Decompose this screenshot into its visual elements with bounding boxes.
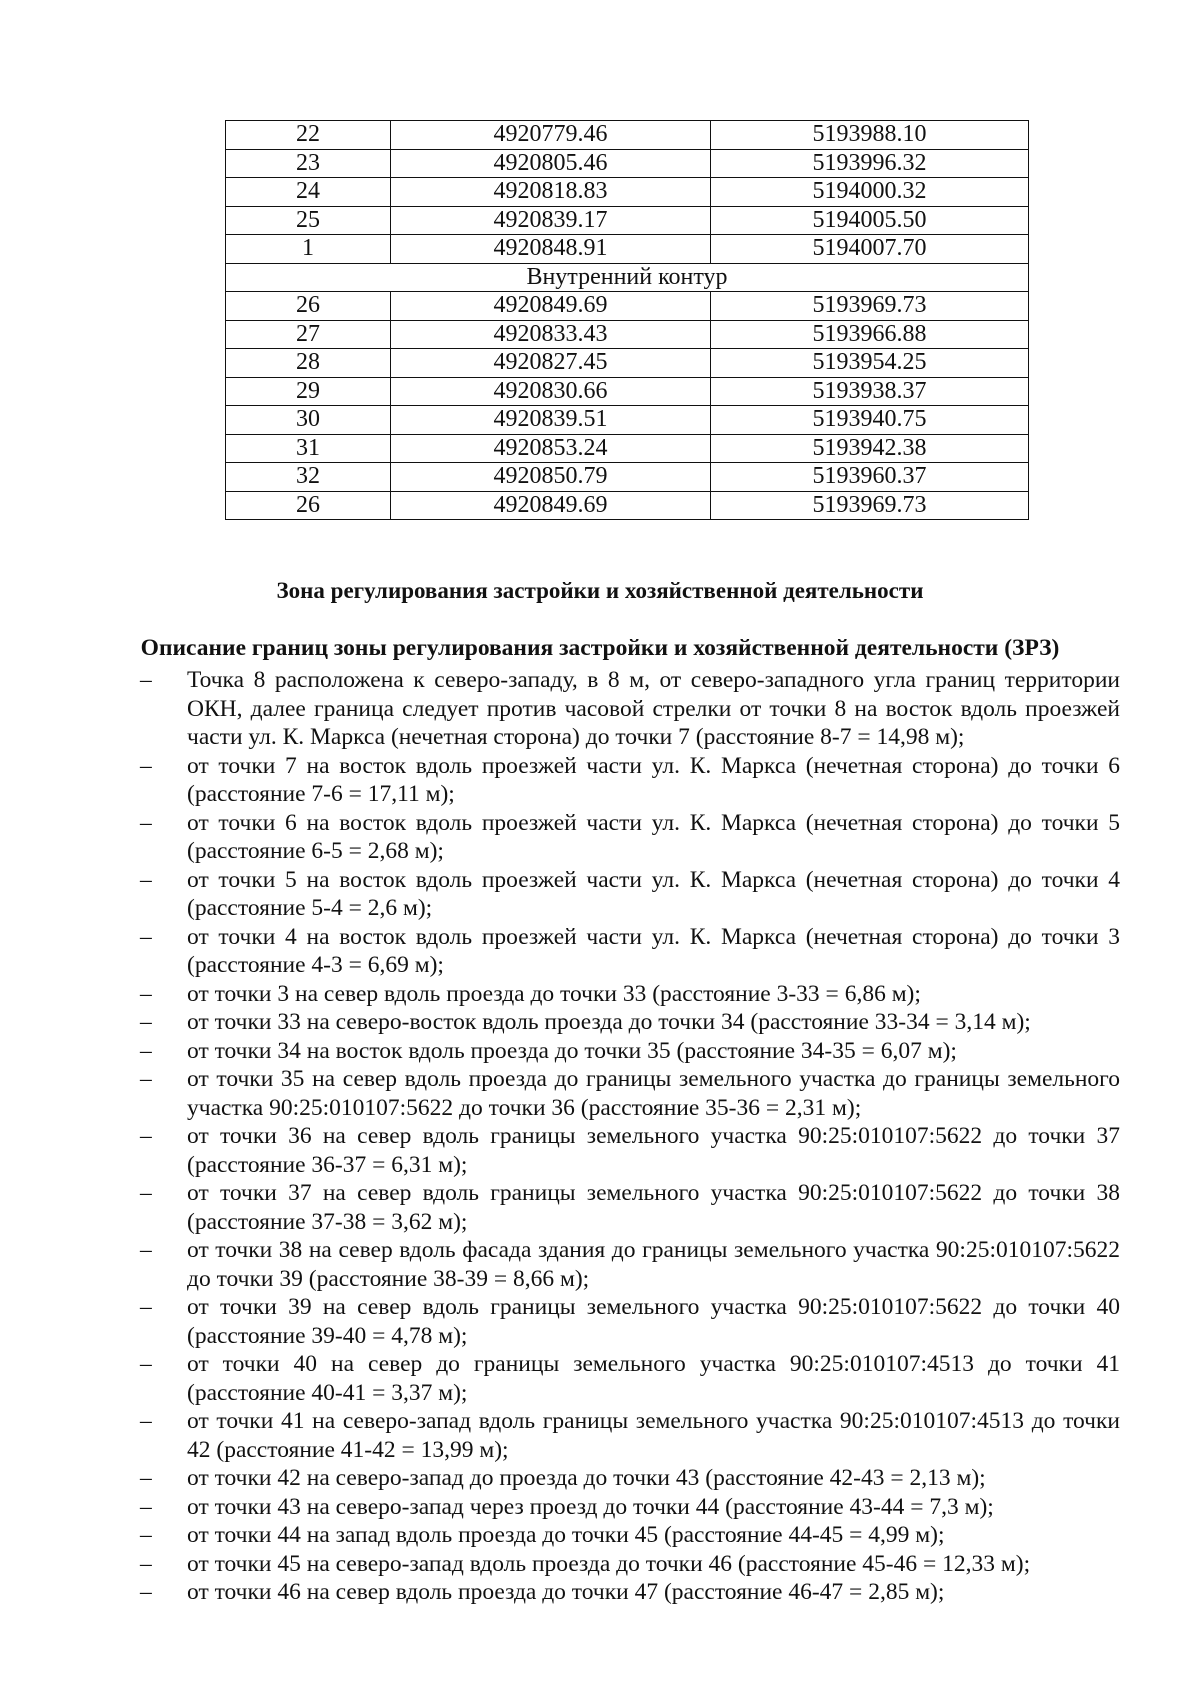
- table-row: [226, 320, 1029, 349]
- list-item-text: от точки 43 на северо-запад через проезд до точки 44 (расстояние 43-44 = 7,3 м);: [187, 1493, 994, 1520]
- bullet-dash: –: [140, 1009, 152, 1035]
- list-item: [140, 1578, 1120, 1607]
- x-coordinate-cell: 4920805.46: [391, 149, 711, 178]
- list-item: [140, 866, 1120, 923]
- list-item-text: от точки 42 на северо-запад до проезда до точки 43 (расстояние 42-43 = 2,13 м);: [187, 1465, 986, 1491]
- list-item-text: от точки 46 на север вдоль проезда до точки 47 (расстояние 46-47 = 2,85 м);: [187, 1579, 945, 1605]
- point-number-cell: 31: [226, 434, 391, 463]
- point-number-cell: 29: [226, 377, 391, 406]
- y-coordinate-cell: 5193954.25: [711, 349, 1029, 378]
- x-coordinate-cell: 4920830.66: [391, 377, 711, 406]
- bullet-dash: –: [140, 1550, 152, 1577]
- bullet-dash: –: [140, 923, 152, 950]
- y-coordinate-cell: 5193966.88: [711, 320, 1029, 349]
- list-item: [140, 923, 1120, 980]
- x-coordinate-cell: 4920833.43: [391, 320, 711, 349]
- boundary-description-list: [140, 666, 1120, 1607]
- table-row: [226, 377, 1029, 406]
- y-coordinate-cell: 5193938.37: [711, 377, 1029, 406]
- list-item: [140, 1493, 1120, 1522]
- bullet-dash: –: [140, 1522, 152, 1548]
- x-coordinate-cell: 4920848.91: [391, 235, 711, 264]
- coordinates-table-body: [226, 121, 1029, 520]
- bullet-dash: –: [140, 980, 152, 1007]
- y-coordinate-cell: 5193960.37: [711, 463, 1029, 492]
- list-item: [140, 1550, 1120, 1579]
- table-row: [226, 463, 1029, 492]
- point-number-cell: 27: [226, 320, 391, 349]
- list-item: [140, 1008, 1120, 1037]
- point-number-cell: 26: [226, 491, 391, 520]
- bullet-dash: –: [140, 752, 152, 779]
- point-number-cell: 28: [226, 349, 391, 378]
- list-item: [140, 1037, 1120, 1066]
- table-row: [226, 349, 1029, 378]
- list-item: [140, 1293, 1120, 1350]
- y-coordinate-cell: 5193988.10: [711, 121, 1029, 150]
- list-item-text: от точки 37 на север вдоль границы земельного участка 90:25:010107:5622 до точки 38 (расстояние 37-38 = 3,62 м);: [187, 1180, 1120, 1235]
- list-item-text: от точки 35 на север вдоль проезда до границы земельного участка до границы земельного участка 90:25:010107:5622 до точки 36 (расстояние 35-36 = 2,31 м);: [187, 1066, 1120, 1121]
- list-item: [140, 666, 1120, 752]
- bullet-dash: –: [140, 1037, 152, 1064]
- list-item-text: от точки 44 на запад вдоль проезда до точки 45 (расстояние 44-45 = 4,99 м);: [187, 1522, 945, 1548]
- list-item: [140, 1179, 1120, 1236]
- list-item: [140, 1407, 1120, 1464]
- y-coordinate-cell: 5194007.70: [711, 235, 1029, 264]
- point-number-cell: 1: [226, 235, 391, 264]
- list-item-text: от точки 4 на восток вдоль проезжей части ул. К. Маркса (нечетная сторона) до точки 3 (расстояние 4-3 = 6,69 м);: [187, 923, 1120, 978]
- list-item-text: от точки 34 на восток вдоль проезда до точки 35 (расстояние 34-35 = 6,07 м);: [187, 1037, 957, 1064]
- list-item-text: от точки 40 на север до границы земельного участка 90:25:010107:4513 до точки 41 (расстояние 40-41 = 3,37 м);: [187, 1351, 1120, 1406]
- table-row: [226, 206, 1029, 235]
- bullet-dash: –: [140, 1493, 152, 1520]
- table-section-row: [226, 263, 1029, 292]
- x-coordinate-cell: 4920853.24: [391, 434, 711, 463]
- list-item-text: от точки 33 на северо-восток вдоль проезда до точки 34 (расстояние 33-34 = 3,14 м);: [187, 1009, 1031, 1035]
- table-row: [226, 292, 1029, 321]
- y-coordinate-cell: 5193969.73: [711, 292, 1029, 321]
- table-row: [226, 149, 1029, 178]
- list-item: [140, 809, 1120, 866]
- section-label-cell: Внутренний контур: [226, 263, 1029, 292]
- bullet-dash: –: [140, 1123, 152, 1149]
- bullet-dash: –: [140, 1351, 152, 1377]
- list-item-text: Точка 8 расположена к северо-западу, в 8 м, от северо-западного угла границ территории ОКН, далее граница следует против часовой стрелки от точки 8 на восток вдоль проезжей части ул. К. Маркса (нечетная сторона) до точки 7 (расстояние 8-7 = 14,98 м);: [187, 667, 1120, 750]
- y-coordinate-cell: 5194005.50: [711, 206, 1029, 235]
- bullet-dash: –: [140, 809, 152, 836]
- bullet-dash: –: [140, 866, 152, 893]
- point-number-cell: 30: [226, 406, 391, 435]
- table-row: [226, 491, 1029, 520]
- point-number-cell: 24: [226, 178, 391, 207]
- point-number-cell: 23: [226, 149, 391, 178]
- list-item-text: от точки 39 на север вдоль границы земельного участка 90:25:010107:5622 до точки 40 (расстояние 39-40 = 4,78 м);: [187, 1294, 1120, 1349]
- list-item: [140, 1065, 1120, 1122]
- point-number-cell: 26: [226, 292, 391, 321]
- table-row: [226, 121, 1029, 150]
- x-coordinate-cell: 4920818.83: [391, 178, 711, 207]
- section-title: Зона регулирования застройки и хозяйственной деятельности: [276, 578, 924, 603]
- list-item: [140, 1464, 1120, 1493]
- y-coordinate-cell: 5194000.32: [711, 178, 1029, 207]
- x-coordinate-cell: 4920850.79: [391, 463, 711, 492]
- bullet-dash: –: [140, 667, 152, 693]
- x-coordinate-cell: 4920839.51: [391, 406, 711, 435]
- point-number-cell: 22: [226, 121, 391, 150]
- list-item-text: от точки 45 на северо-запад вдоль проезда до точки 46 (расстояние 45-46 = 12,33 м);: [187, 1550, 1031, 1577]
- table-row: [226, 434, 1029, 463]
- y-coordinate-cell: 5193996.32: [711, 149, 1029, 178]
- list-item-text: от точки 38 на север вдоль фасада здания до границы земельного участка 90:25:010107:5622 до точки 39 (расстояние 38-39 = 8,66 м);: [187, 1237, 1120, 1292]
- list-item-text: от точки 6 на восток вдоль проезжей части ул. К. Маркса (нечетная сторона) до точки 5 (расстояние 6-5 = 2,68 м);: [187, 809, 1120, 864]
- point-number-cell: 25: [226, 206, 391, 235]
- list-item-text: от точки 5 на восток вдоль проезжей части ул. К. Маркса (нечетная сторона) до точки 4 (расстояние 5-4 = 2,6 м);: [187, 866, 1120, 921]
- bullet-dash: –: [140, 1294, 152, 1320]
- list-item: [140, 752, 1120, 809]
- bullet-dash: –: [140, 1180, 152, 1206]
- list-item-text: от точки 36 на север вдоль границы земельного участка 90:25:010107:5622 до точки 37 (расстояние 36-37 = 6,31 м);: [187, 1123, 1120, 1178]
- x-coordinate-cell: 4920839.17: [391, 206, 711, 235]
- list-item: [140, 1350, 1120, 1407]
- bullet-dash: –: [140, 1066, 152, 1092]
- table-row: [226, 235, 1029, 264]
- list-item: [140, 1236, 1120, 1293]
- description-heading: Описание границ зоны регулирования застройки и хозяйственной деятельности (ЗРЗ): [140, 635, 1060, 661]
- bullet-dash: –: [140, 1237, 152, 1263]
- bullet-dash: –: [140, 1408, 152, 1434]
- y-coordinate-cell: 5193969.73: [711, 491, 1029, 520]
- point-number-cell: 32: [226, 463, 391, 492]
- bullet-dash: –: [140, 1465, 152, 1491]
- x-coordinate-cell: 4920779.46: [391, 121, 711, 150]
- y-coordinate-cell: 5193942.38: [711, 434, 1029, 463]
- y-coordinate-cell: 5193940.75: [711, 406, 1029, 435]
- list-item-text: от точки 7 на восток вдоль проезжей части ул. К. Маркса (нечетная сторона) до точки 6 (расстояние 7-6 = 17,11 м);: [187, 752, 1120, 807]
- table-row: [226, 406, 1029, 435]
- bullet-dash: –: [140, 1579, 152, 1605]
- list-item-text: от точки 3 на север вдоль проезда до точки 33 (расстояние 3-33 = 6,86 м);: [187, 980, 921, 1007]
- x-coordinate-cell: 4920827.45: [391, 349, 711, 378]
- list-item-text: от точки 41 на северо-запад вдоль границы земельного участка 90:25:010107:4513 до точки 42 (расстояние 41-42 = 13,99 м);: [187, 1408, 1120, 1463]
- x-coordinate-cell: 4920849.69: [391, 292, 711, 321]
- list-item: [140, 980, 1120, 1009]
- list-item: [140, 1521, 1120, 1550]
- table-row: [226, 178, 1029, 207]
- coordinates-table: [225, 120, 1029, 520]
- list-item: [140, 1122, 1120, 1179]
- x-coordinate-cell: 4920849.69: [391, 491, 711, 520]
